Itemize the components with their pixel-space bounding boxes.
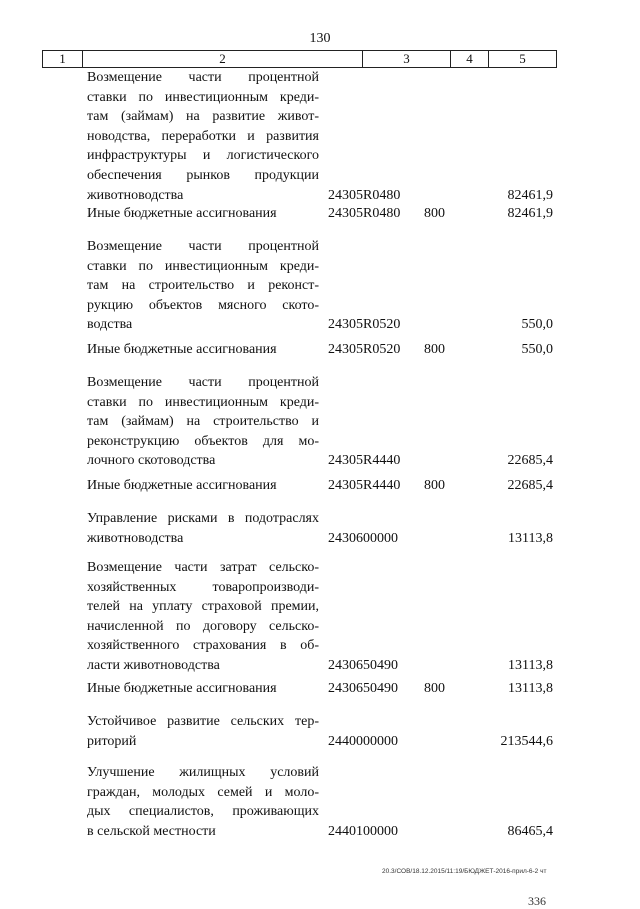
- description-line: ставки по инвестиционным креди-: [87, 258, 319, 274]
- description-line: там (займам) на строительство и: [87, 414, 319, 430]
- row-amount: 550,0: [521, 317, 553, 333]
- row-description: [87, 237, 319, 335]
- page-number: 130: [309, 31, 331, 46]
- row-code: 2440100000: [328, 823, 398, 839]
- row-description: [87, 68, 319, 205]
- header-col-5: 5: [519, 51, 526, 66]
- row-amount: 213544,6: [500, 733, 553, 749]
- row-expense-type: 800: [424, 681, 445, 696]
- row-amount: 22685,4: [507, 478, 553, 493]
- row-description: [87, 679, 319, 699]
- row-description: [87, 763, 319, 841]
- row-description: [87, 373, 319, 471]
- row-amount: 13113,8: [508, 658, 553, 673]
- description-line: животноводства: [87, 530, 184, 546]
- row-expense-type: 800: [424, 206, 445, 221]
- footer-stamp: 20.3/СОВ/18.12.2015/11:19/БЮДЖЕТ-2016-прил-6-2 чт: [382, 868, 547, 875]
- row-amount: 82461,9: [507, 206, 553, 221]
- description-line: рукцию объектов мясного ското-: [87, 297, 319, 313]
- description-line: хозяйственного страхования в об-: [87, 638, 319, 654]
- description-line: ставки по инвестиционным креди-: [87, 394, 319, 410]
- description-line: инфраструктуры и логистического: [87, 148, 319, 164]
- row-code: 24305R0520: [328, 317, 401, 333]
- description-line: Возмещение части процентной: [87, 70, 319, 85]
- description-line: Устойчивое развитие сельских тер-: [87, 714, 319, 729]
- row-description: [87, 340, 319, 360]
- header-col-4: 4: [451, 51, 489, 67]
- row-code: 2430650490: [328, 681, 398, 696]
- corner-number: 336: [528, 894, 546, 908]
- description-line: хозяйственных товаропроизводи-: [87, 579, 319, 595]
- row-expense-type: 800: [424, 478, 445, 493]
- description-line: новодства, переработки и развития: [87, 128, 319, 144]
- description-line: Иные бюджетные ассигнования: [87, 478, 277, 493]
- header-col-2: 2: [83, 51, 363, 67]
- row-expense-type: 800: [424, 342, 445, 357]
- description-line: там на строительство и реконст-: [87, 278, 319, 294]
- description-line: Возмещение части процентной: [87, 375, 319, 390]
- description-line: Возмещение части процентной: [87, 239, 319, 254]
- description-line: риторий: [87, 733, 137, 749]
- description-line: Управление рисками в подотраслях: [87, 511, 319, 526]
- description-line: граждан, молодых семей и моло-: [87, 784, 319, 800]
- description-line: водства: [87, 317, 133, 333]
- row-description: [87, 204, 319, 224]
- row-code: 2430600000: [328, 530, 398, 546]
- header-col-3: 3: [363, 51, 451, 67]
- description-line: обеспечения рынков продукции: [87, 167, 319, 183]
- row-amount: 82461,9: [507, 187, 553, 203]
- description-line: ласти животноводства: [87, 657, 220, 673]
- row-code: 24305R4440: [328, 478, 401, 493]
- row-description: [87, 558, 319, 676]
- description-line: Возмещение части затрат сельско-: [87, 560, 319, 575]
- description-line: там (займам) на развитие живот-: [87, 109, 319, 125]
- row-description: [87, 509, 319, 548]
- description-line: Иные бюджетные ассигнования: [87, 681, 277, 696]
- description-line: начисленной по договору сельско-: [87, 618, 319, 634]
- description-line: дых специалистов, проживающих: [87, 804, 319, 820]
- row-code: 2440000000: [328, 733, 398, 749]
- description-line: ставки по инвестиционным креди-: [87, 89, 319, 105]
- row-code: 24305R0520: [328, 342, 401, 357]
- row-amount: 13113,8: [508, 530, 553, 546]
- row-amount: 86465,4: [507, 823, 553, 839]
- header-col-1: 1: [43, 51, 83, 67]
- description-line: Иные бюджетные ассигнования: [87, 342, 277, 357]
- row-code: 2430650490: [328, 658, 398, 673]
- description-line: Иные бюджетные ассигнования: [87, 206, 277, 221]
- row-description: [87, 476, 319, 496]
- description-line: реконструкцию объектов для мо-: [87, 433, 319, 449]
- row-code: 24305R4440: [328, 453, 401, 469]
- description-line: животноводства: [87, 187, 184, 203]
- row-code: 24305R0480: [328, 206, 401, 221]
- row-description: [87, 712, 319, 751]
- description-line: Улучшение жилищных условий: [87, 765, 319, 780]
- row-amount: 550,0: [521, 342, 553, 357]
- row-code: 24305R0480: [328, 187, 401, 203]
- description-line: в сельской местности: [87, 823, 216, 839]
- description-line: телей на уплату страховой премии,: [87, 599, 319, 615]
- description-line: лочного скотоводства: [87, 453, 216, 469]
- row-amount: 22685,4: [507, 453, 553, 469]
- table-header-row: [42, 50, 557, 68]
- row-amount: 13113,8: [508, 681, 553, 696]
